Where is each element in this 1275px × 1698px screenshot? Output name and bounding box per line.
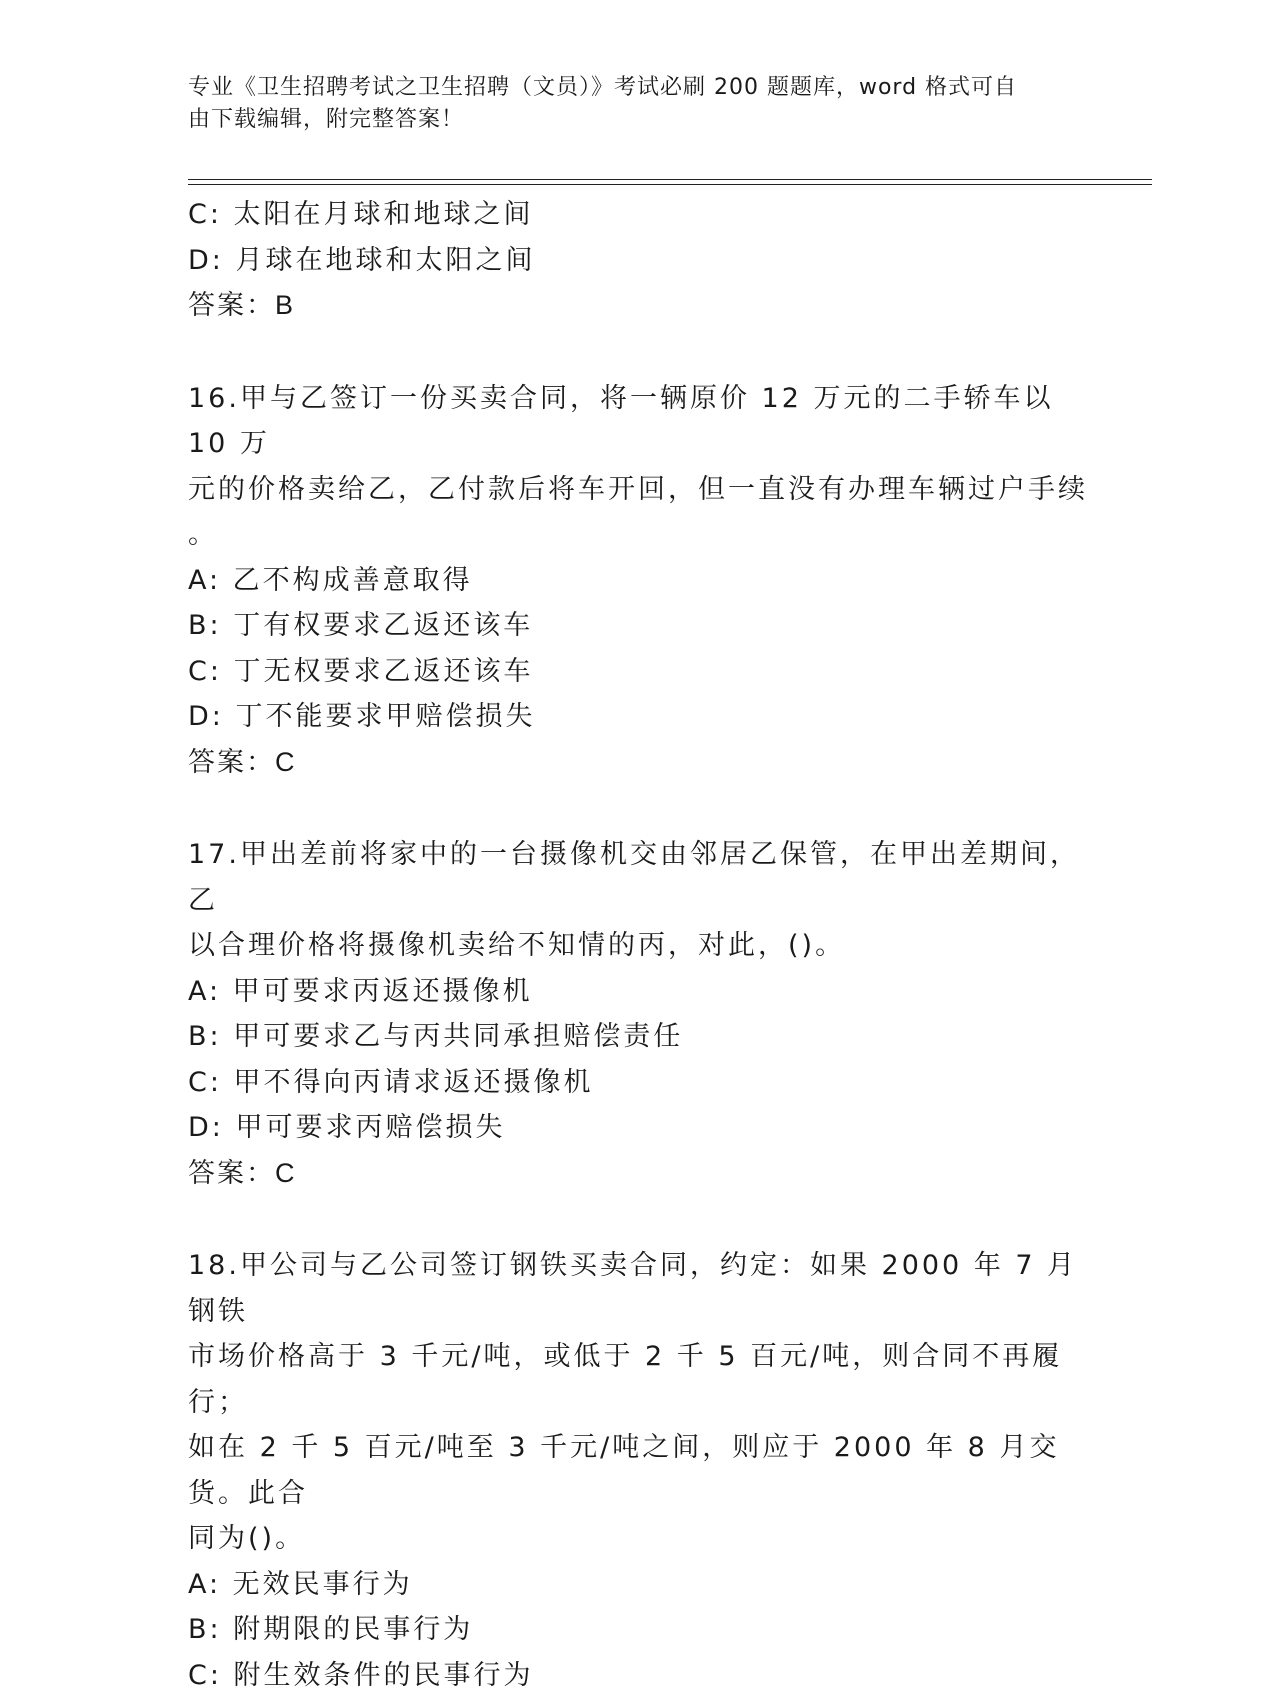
option-c: C: 附生效条件的民事行为 [188, 1653, 1088, 1698]
question-17 [188, 832, 1088, 1196]
option-c: C: 丁无权要求乙返还该车 [188, 649, 1088, 695]
carryover-block [188, 192, 1088, 329]
question-stem-line: 18.甲公司与乙公司签订钢铁买卖合同，约定：如果 2000 年 7 月钢铁 [188, 1243, 1088, 1334]
option-b: B: 附期限的民事行为 [188, 1607, 1088, 1653]
option-b: B: 丁有权要求乙返还该车 [188, 603, 1088, 649]
question-stem-line: 市场价格高于 3 千元/吨，或低于 2 千 5 百元/吨，则合同不再履行； [188, 1334, 1088, 1425]
header-rule-top [188, 179, 1152, 180]
question-stem-line: 元的价格卖给乙，乙付款后将车开回，但一直没有办理车辆过户手续 [188, 467, 1088, 513]
spacer [188, 785, 1088, 832]
spacer [188, 1196, 1088, 1243]
header-rule-bottom [188, 184, 1152, 185]
header-line: 由下载编辑，附完整答案！ [188, 104, 1068, 136]
question-stem-line: 17.甲出差前将家中的一台摄像机交由邻居乙保管，在甲出差期间，乙 [188, 832, 1088, 923]
option-d: D: 月球在地球和太阳之间 [188, 238, 1088, 284]
header-line: 专业《卫生招聘考试之卫生招聘（文员）》考试必刷 200 题题库，word 格式可自 [188, 72, 1068, 104]
question-stem-line: 如在 2 千 5 百元/吨至 3 千元/吨之间，则应于 2000 年 8 月交货。此合 [188, 1425, 1088, 1516]
question-stem-line: 同为()。 [188, 1516, 1088, 1562]
document-header [188, 72, 1068, 136]
answer-line: 答案：C [188, 740, 1088, 786]
spacer [188, 329, 1088, 376]
option-c: C: 太阳在月球和地球之间 [188, 192, 1088, 238]
option-d: D: 甲可要求丙赔偿损失 [188, 1105, 1088, 1151]
question-stem-line: 16.甲与乙签订一份买卖合同，将一辆原价 12 万元的二手轿车以 10 万 [188, 376, 1088, 467]
question-18 [188, 1243, 1088, 1698]
option-a: A: 乙不构成善意取得 [188, 558, 1088, 604]
question-content [188, 192, 1088, 1698]
question-stem-line: 。 [188, 512, 1088, 558]
answer-line: 答案：B [188, 283, 1088, 329]
question-stem-line: 以合理价格将摄像机卖给不知情的丙，对此，()。 [188, 923, 1088, 969]
option-c: C: 甲不得向丙请求返还摄像机 [188, 1060, 1088, 1106]
answer-line: 答案：C [188, 1151, 1088, 1197]
option-a: A: 无效民事行为 [188, 1562, 1088, 1608]
option-b: B: 甲可要求乙与丙共同承担赔偿责任 [188, 1014, 1088, 1060]
option-a: A: 甲可要求丙返还摄像机 [188, 969, 1088, 1015]
option-d: D: 丁不能要求甲赔偿损失 [188, 694, 1088, 740]
question-16 [188, 376, 1088, 786]
